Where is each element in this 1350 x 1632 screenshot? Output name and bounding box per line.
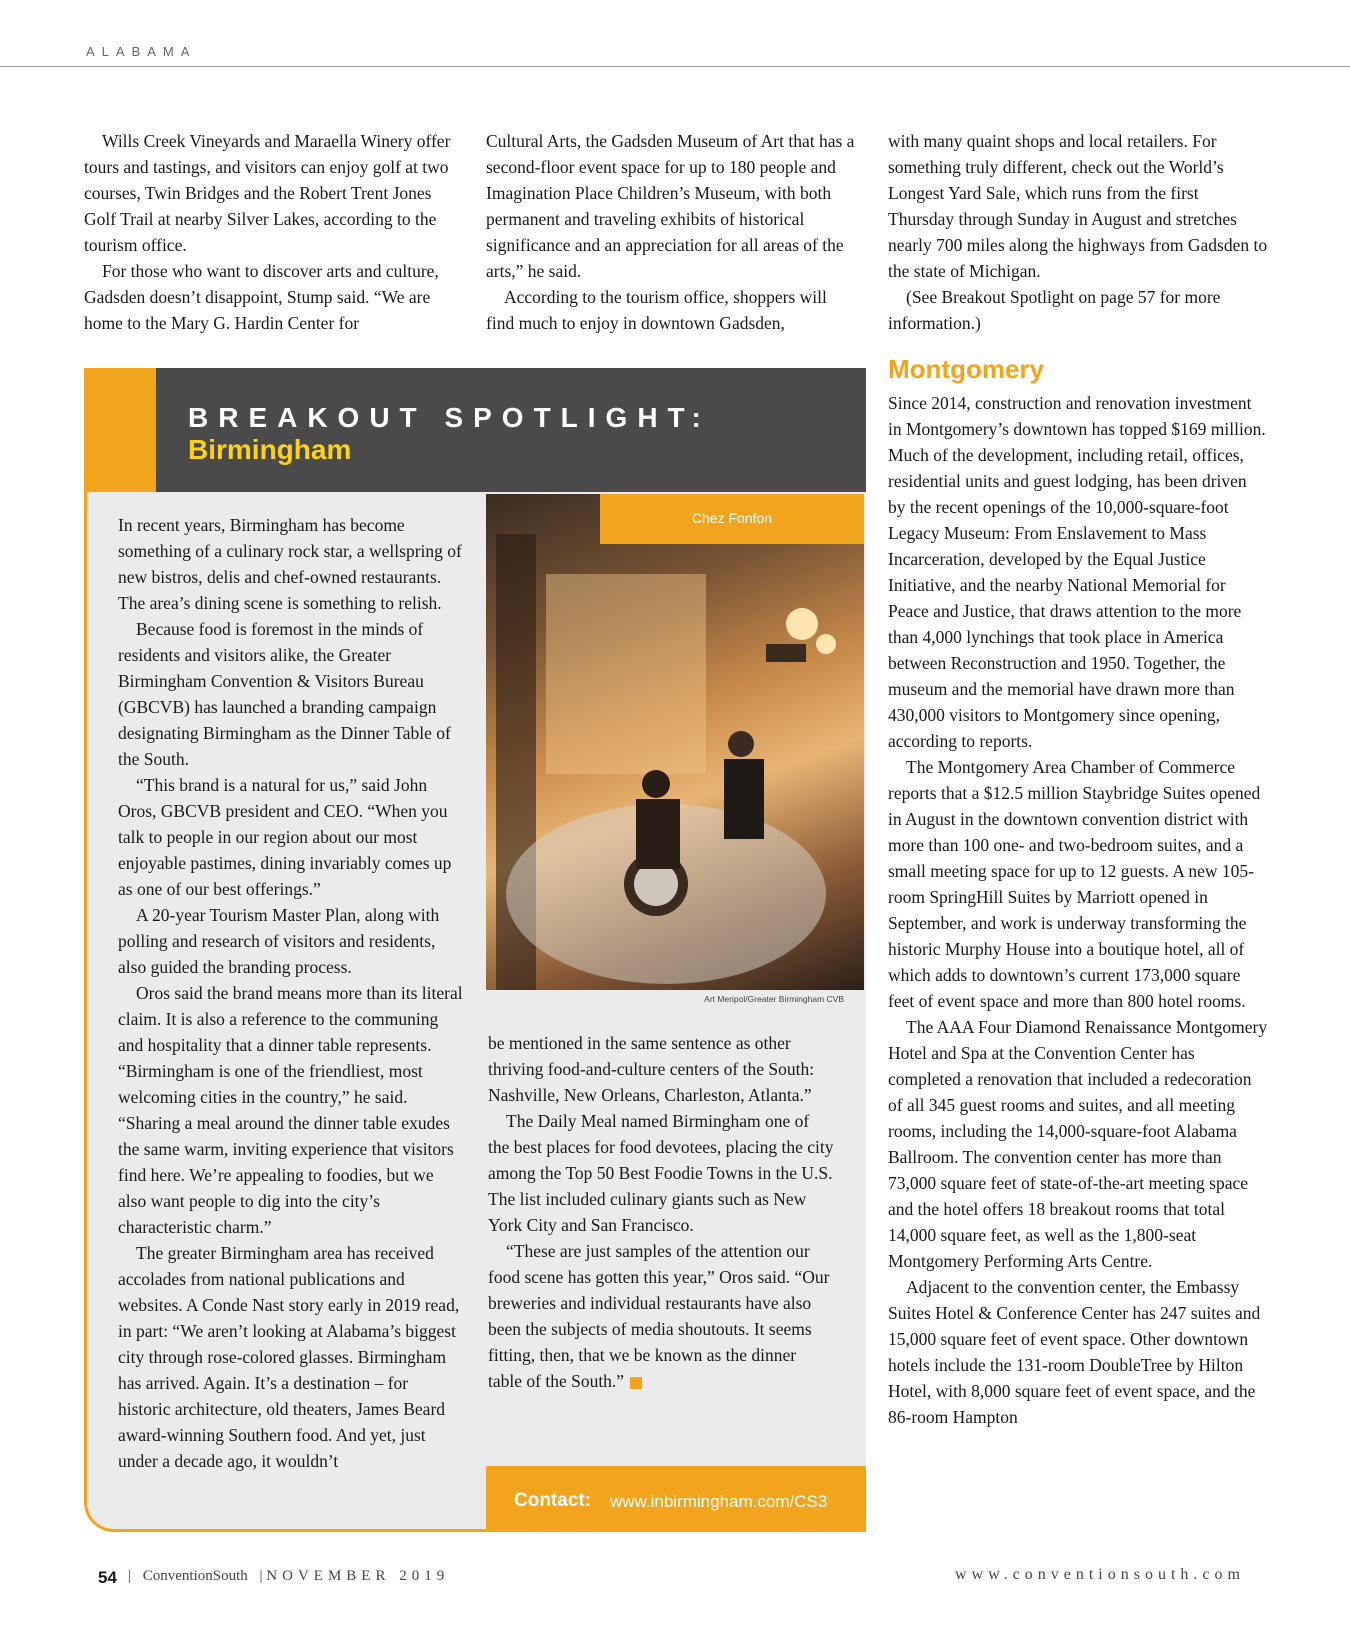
intro-column-2 — [486, 128, 858, 336]
breakout-subtitle: Birmingham — [188, 434, 352, 465]
intro-column-3 — [888, 128, 1268, 336]
restaurant-photo — [486, 494, 864, 990]
photo-credit: Art Meripol/Greater Birmingham CVB — [704, 994, 844, 1004]
paragraph: A 20-year Tourism Master Plan, along with polling and research of visitors and residents, also guided the branding process. — [118, 905, 440, 977]
paragraph: (See Breakout Spotlight on page 57 for more information.) — [888, 287, 1221, 333]
section-label: ALABAMA — [86, 44, 197, 59]
paragraph: According to the tourism office, shoppers will find much to enjoy in downtown Gadsden, — [486, 287, 827, 333]
contact-link[interactable]: www.inbirmingham.com/CS3 — [610, 1492, 828, 1511]
issue-date: NOVEMBER 2019 — [266, 1568, 450, 1584]
end-square-icon — [630, 1377, 642, 1389]
page-number: 54 — [98, 1568, 117, 1587]
header-rule — [0, 66, 1350, 67]
breakout-accent-tab — [84, 368, 156, 492]
paragraph: Since 2014, construction and renovation investment in Montgomery’s downtown has topped $169 million. Much of the development, including retail, offices, residential units and guest lodging, has been driven by the recent openings of the 10,000-square-foot Legacy Museum: From Enslavement to Mass Incarceration, developed by the Equal Justice Initiative, and the nearby National Memorial for Peace and Justice, that draws attention to the more than 4,000 lynchings that took place in America between Reconstruction and 1950. Together, the museum and the memorial have drawn more than 430,000 visitors to Montgomery since opening, according to reports. — [888, 393, 1266, 751]
paragraph-text: “These are just samples of the attention our food scene has gotten this year,” Oros said. “Our breweries and individual restaurants have also been the subjects of media shoutouts. It seems fitting, then, that we be known as the dinner table of the South.” — [488, 1241, 830, 1391]
breakout-column-1 — [118, 512, 464, 1474]
paragraph: For those who want to discover arts and culture, Gadsden doesn’t disappoint, Stump said. “We are home to the Mary G. Hardin Center for — [84, 261, 439, 333]
intro-column-1 — [84, 128, 456, 336]
paragraph: Adjacent to the convention center, the Embassy Suites Hotel & Conference Center has 247 suites and 15,000 square feet of event space. Other downtown hotels include the 131-room DoubleTree by Hilton Hotel, with 8,000 square feet of event space, and the 86-room Hampton — [888, 1277, 1261, 1427]
separator: | — [128, 1568, 132, 1584]
separator: | — [259, 1568, 263, 1584]
photo-caption: Chez Fonfon — [691, 510, 773, 526]
paragraph: Because food is foremost in the minds of residents and visitors alike, the Greater Birmingham Convention & Visitors Bureau (GBCVB) has launched a branding campaign designating Birmingham as the Dinner Table of the South. — [118, 619, 451, 769]
paragraph: The greater Birmingham area has received accolades from national publications and websites. A Conde Nast story early in 2019 read, in part: “We aren’t looking at Alabama’s biggest city through rose-colored glasses. Birmingham has arrived. Again. It’s a destination – for historic architecture, old theaters, James Beard award-winning Southern food. And yet, just under a decade ago, it wouldn’t — [118, 1243, 460, 1471]
montgomery-heading: Montgomery — [888, 354, 1044, 384]
photo-illustration — [486, 494, 864, 990]
paragraph: The Daily Meal named Birmingham one of the best places for food devotees, placing the city among the Top 50 Best Foodie Towns in the U.S. The list included culinary giants such as New York City and San Francisco. — [488, 1111, 834, 1235]
paragraph: be mentioned in the same sentence as other thriving food-and-culture centers of the South: Nashville, New Orleans, Charleston, Atlanta.” — [488, 1033, 815, 1105]
paragraph: The Montgomery Area Chamber of Commerce reports that a $12.5 million Staybridge Suites opened in August in the downtown convention district with more than 100 one- and two-bedroom suites, and a small meeting space for up to 12 guests. A new 105-room SpringHill Suites by Marriott opened in September, and work is underway transforming the historic Murphy House into a boutique hotel, all of which adds to downtown’s current 173,000 square feet of event space and more than 800 hotel rooms. — [888, 757, 1261, 1011]
paragraph: “This brand is a natural for us,” said John Oros, GBCVB president and CEO. “When you talk to people in our region about our most enjoyable pastimes, dining invariably comes up as one of our best offerings.” — [118, 775, 452, 899]
footer-publication — [128, 1568, 449, 1585]
paragraph — [488, 1238, 834, 1394]
paragraph: The AAA Four Diamond Renaissance Montgomery Hotel and Spa at the Convention Center has completed a renovation that included a redecoration of all 345 guest rooms and suites, and all meeting rooms, including the 14,000-square-foot Alabama Ballroom. The convention center has more than 73,000 square feet of state-of-the-art meeting space and the hotel offers 18 breakout rooms that total 14,000 square feet, as well as the 1,800-seat Montgomery Performing Arts Centre. — [888, 1017, 1268, 1271]
magazine-name: ConventionSouth — [142, 1568, 248, 1584]
paragraph: Oros said the brand means more than its literal claim. It is also a reference to the communing and hospitality that a dinner table represents. “Birmingham is one of the friendliest, most welcoming cities in the country,” he said. “Sharing a meal around the dinner table exudes the same warm, inviting experience that visitors find here. We’re appealing to foodies, but we also want people to dig into the city’s characteristic charm.” — [118, 983, 463, 1237]
paragraph: Cultural Arts, the Gadsden Museum of Art that has a second-floor event space for up to 180 people and Imagination Place Children’s Museum, with both permanent and traveling exhibits of historical significance and an appreciation for all areas of the arts,” he said. — [486, 131, 855, 281]
paragraph: with many quaint shops and local retailers. For something truly different, check out the World’s Longest Yard Sale, which runs from the first Thursday through Sunday in August and stretches nearly 700 miles along the highways from Gadsden to the state of Michigan. — [888, 131, 1268, 281]
breakout-title: BREAKOUT SPOTLIGHT: — [188, 402, 711, 433]
paragraph: Wills Creek Vineyards and Maraella Winery offer tours and tastings, and visitors can enjoy golf at two courses, Twin Bridges and the Robert Trent Jones Golf Trail at nearby Silver Lakes, according to the tourism office. — [84, 131, 451, 255]
website-link[interactable]: www.conventionsouth.com — [955, 1566, 1245, 1583]
contact-label: Contact: — [514, 1490, 592, 1511]
breakout-column-2 — [488, 1030, 834, 1394]
montgomery-body — [888, 390, 1268, 1430]
paragraph: In recent years, Birmingham has become something of a culinary rock star, a wellspring of new bistros, delis and chef-owned restaurants. The area’s dining scene is something to relish. — [118, 515, 462, 613]
